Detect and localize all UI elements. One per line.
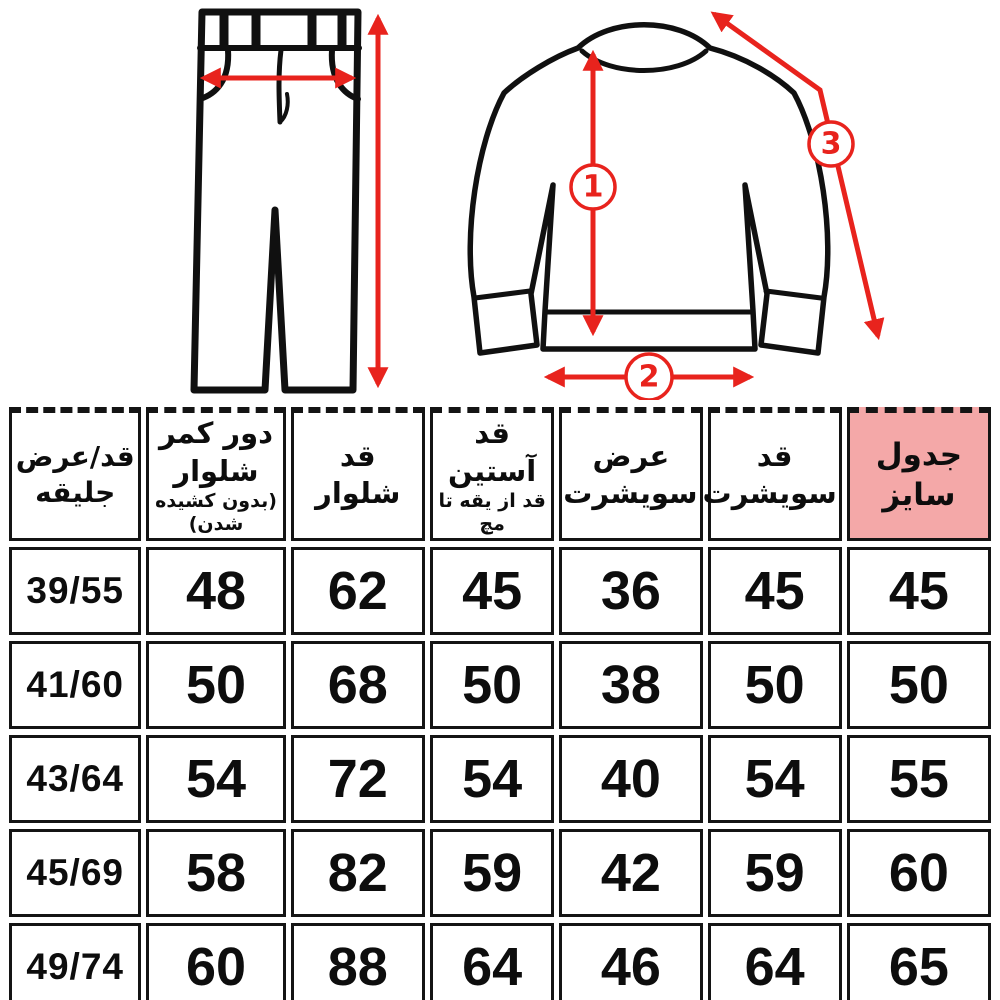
column-header-label: جدول سایز [875, 437, 963, 514]
size-row [9, 547, 991, 635]
size-cell: 46 [559, 923, 702, 1000]
size-cell: 48 [146, 547, 285, 635]
size-cell: 65 [847, 923, 991, 1000]
sweatshirt-outline-group [470, 25, 828, 353]
size-table [4, 401, 996, 1000]
fly-seam [279, 50, 281, 122]
marker-label-1: 1 [582, 169, 604, 205]
size-cell: 50 [847, 641, 991, 729]
size-cell: 40 [559, 735, 702, 823]
column-header-sweatshirt-length [702, 407, 842, 541]
size-row [9, 829, 991, 917]
sweatshirt-outline [470, 25, 828, 353]
size-cell: 58 [146, 829, 285, 917]
size-cell: 42 [559, 829, 702, 917]
size-cell: 54 [430, 735, 554, 823]
size-row [9, 641, 991, 729]
size-cell: 50 [430, 641, 554, 729]
vest-cell: 45/69 [9, 829, 141, 917]
column-header-label: قد آستین [448, 416, 537, 488]
size-cell: 54 [146, 735, 285, 823]
size-cell: 59 [430, 829, 554, 917]
vest-cell: 43/64 [9, 735, 141, 823]
column-header-label: دور کمر شلوار [158, 416, 274, 488]
size-cell: 60 [847, 829, 991, 917]
size-cell: 45 [708, 547, 842, 635]
vest-cell: 39/55 [9, 547, 141, 635]
size-row [9, 923, 991, 1000]
size-cell: 55 [847, 735, 991, 823]
header-row [9, 407, 991, 541]
size-cell: 59 [708, 829, 842, 917]
sweatshirt-diagram [448, 0, 908, 400]
column-header-pants-waist [146, 407, 285, 541]
column-header-sweatshirt-width [559, 407, 702, 541]
column-header-label: قد/عرض جلیقه [15, 440, 135, 510]
vest-cell: 41/60 [9, 641, 141, 729]
column-header-sleeve-length [430, 407, 554, 541]
size-cell: 45 [847, 547, 991, 635]
size-cell: 68 [291, 641, 425, 729]
size-cell: 45 [430, 547, 554, 635]
size-cell: 62 [291, 547, 425, 635]
column-header-label: قد شلوار [315, 438, 401, 511]
size-cell: 36 [559, 547, 702, 635]
column-header-label: قد سویشرت [702, 438, 837, 511]
size-cell: 72 [291, 735, 425, 823]
vest-cell: 49/74 [9, 923, 141, 1000]
column-header-subtitle: (بدون کشیده شدن) [155, 490, 277, 536]
size-cell: 38 [559, 641, 702, 729]
column-header-label: عرض سویشرت [563, 438, 698, 511]
size-cell: 50 [146, 641, 285, 729]
size-cell: 64 [708, 923, 842, 1000]
size-cell: 60 [146, 923, 285, 1000]
size-cell: 88 [291, 923, 425, 1000]
column-header-subtitle: قد از یقه تا مچ [438, 490, 546, 536]
size-cell: 64 [430, 923, 554, 1000]
marker-label-2: 2 [638, 359, 660, 395]
column-header-size [847, 407, 991, 541]
column-header-pants-length [291, 407, 425, 541]
measurement-diagrams [0, 0, 1000, 401]
marker-label-3: 3 [820, 126, 842, 162]
size-cell: 54 [708, 735, 842, 823]
size-cell: 50 [708, 641, 842, 729]
size-row [9, 735, 991, 823]
pants-diagram [178, 2, 408, 402]
column-header-vest [9, 407, 141, 541]
pants-outline-group [194, 12, 359, 390]
size-cell: 82 [291, 829, 425, 917]
